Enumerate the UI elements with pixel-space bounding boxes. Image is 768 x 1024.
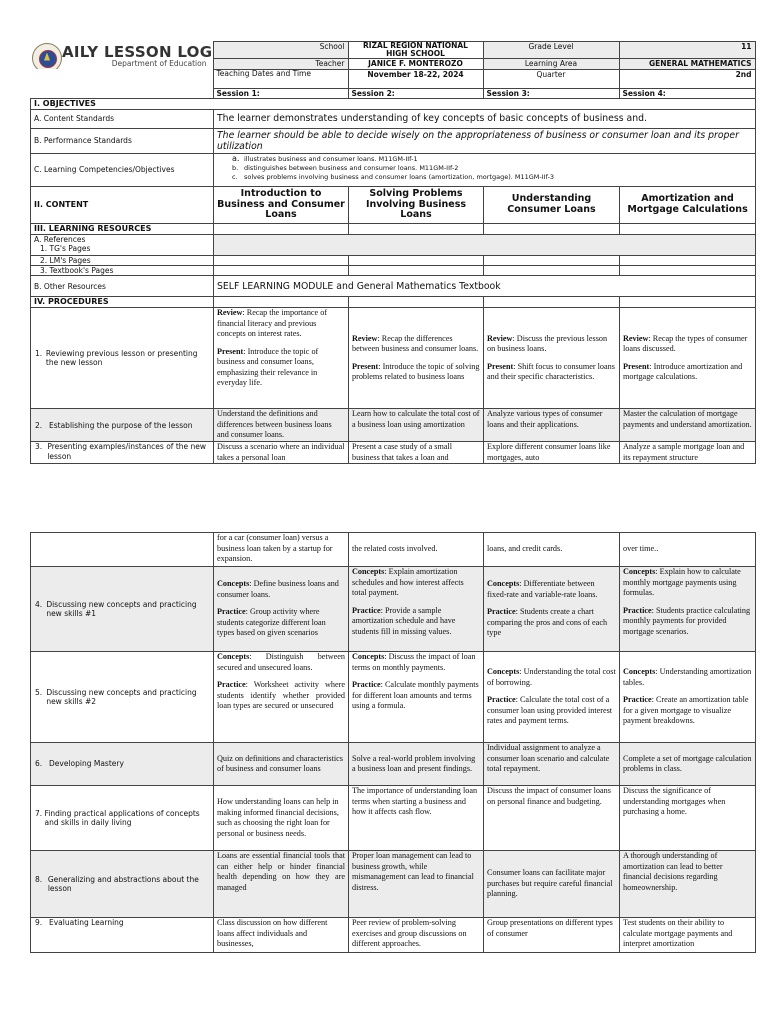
lm-pages-label: 2. LM's Pages xyxy=(31,255,214,265)
school-label: School xyxy=(213,42,348,59)
procedure-5-session-1: Concepts: Distinguish between secured and unsecured loans. Practice: Worksheet activity where students identify whether provided loan types are secured or unsecured xyxy=(214,652,349,743)
procedure-2-session-3: Analyze various types of consumer loans and their applications. xyxy=(484,409,620,442)
grade-value: 11 xyxy=(619,42,755,59)
session-2-header: Session 2: xyxy=(348,88,483,98)
procedure-1-session-1: Review: Recap the importance of financial literacy and previous concepts on interest rates. Present: Introduce the topic of business and consumer loans, emphasizing their relevance in everyday life. xyxy=(214,308,349,409)
tg-pages-label: 1. TG's Pages xyxy=(40,243,91,253)
procedure-3-session-4-cont: over time.. xyxy=(620,533,756,567)
procedure-6-label: 6. Developing Mastery xyxy=(31,743,214,786)
procedure-6-session-4: Complete a set of mortgage calculation problems in class. xyxy=(620,743,756,786)
quarter-label: Quarter xyxy=(483,69,619,88)
session-1-header: Session 1: xyxy=(213,88,348,98)
procedure-1-session-3: Review: Discuss the previous lesson on business loans. Present: Shift focus to consumer loans and their specific characteristics. xyxy=(484,308,620,409)
procedure-6-session-2: Solve a real-world problem involving a business loan and present findings. xyxy=(349,743,484,786)
procedures-heading: IV. PROCEDURES xyxy=(31,297,214,308)
procedure-2-session-2: Learn how to calculate the total cost of a business loan using amortization xyxy=(349,409,484,442)
procedure-3-session-3: Explore different consumer loans like mortgages, auto xyxy=(484,442,620,464)
dates-value: November 18-22, 2024 xyxy=(348,69,483,88)
other-resources-label: B. Other Resources xyxy=(31,276,214,297)
procedure-4-label: 4. Discussing new concepts and practicing new skills #1 xyxy=(31,567,214,652)
teacher-label: Teacher xyxy=(213,58,348,69)
session-4-header: Session 4: xyxy=(619,88,755,98)
procedure-4-session-3: Concepts: Differentiate between fixed-rate and variable-rate loans. Practice: Students create a chart comparing the pros and cons of each type xyxy=(484,567,620,652)
teacher-value: JANICE F. MONTEROZO xyxy=(348,58,483,69)
objectives-heading: I. OBJECTIVES xyxy=(31,99,756,110)
dates-label: Teaching Dates and Time xyxy=(213,69,348,88)
competency-a: a. illustrates business and consumer loans. M11GM-IIf-1 xyxy=(232,154,418,163)
procedure-8-label: 8. Generalizing and abstractions about the lesson xyxy=(31,851,214,918)
content-title-1: Introduction to Business and Consumer Loans xyxy=(214,187,349,224)
procedure-1-label: 1. Reviewing previous lesson or presenting the new lesson xyxy=(31,308,214,409)
procedure-3-session-2-cont: the related costs involved. xyxy=(349,533,484,567)
procedure-5-session-4: Concepts: Understanding amortization tables. Practice: Create an amortization table for a given mortgage to visualize payment breakdowns. xyxy=(620,652,756,743)
procedure-7-session-2: The importance of understanding loan terms when starting a business and how it affects cash flow. xyxy=(349,786,484,851)
school-value: RIZAL REGION NATIONAL HIGH SCHOOL xyxy=(348,42,483,59)
procedure-4-session-4: Concepts: Explain how to calculate monthly mortgage payments using formulas. Practice: Students practice calculating monthly payments for provided mortgage scenarios. xyxy=(620,567,756,652)
area-label: Learning Area xyxy=(483,58,619,69)
procedure-3-session-3-cont: loans, and credit cards. xyxy=(484,533,620,567)
procedure-9-session-2: Peer review of problem-solving exercises and group discussions on different approaches. xyxy=(349,918,484,953)
procedure-1-session-2: Review: Recap the differences between business and consumer loans. Present: Introduce the topic of solving problems related to business loans xyxy=(349,308,484,409)
procedure-7-session-3: Discuss the impact of consumer loans on personal finance and budgeting. xyxy=(484,786,620,851)
quarter-value: 2nd xyxy=(619,69,755,88)
content-title-2: Solving Problems Involving Business Loans xyxy=(349,187,484,224)
resources-heading: III. LEARNING RESOURCES xyxy=(31,224,214,235)
references-heading: A. References xyxy=(34,234,86,244)
procedure-4-session-1: Concepts: Define business loans and consumer loans. Practice: Group activity where students categorize different loan types based on given scenarios xyxy=(214,567,349,652)
procedure-5-session-3: Concepts: Understanding the total cost of borrowing. Practice: Calculate the total cost of a consumer loan using provided interest rates and payment terms. xyxy=(484,652,620,743)
procedure-3-session-4: Analyze a sample mortgage loan and its repayment structure xyxy=(620,442,756,464)
performance-standards-text: The learner should be able to decide wisely on the appropriateness of business or consumer loan and its proper utilization xyxy=(214,129,756,154)
procedure-1-session-4: Review: Recap the types of consumer loans discussed. Present: Introduce amortization and mortgage calculations. xyxy=(620,308,756,409)
procedure-3-session-1-cont: for a car (consumer loan) versus a business loan taken by a startup for expansion. xyxy=(214,533,349,567)
procedure-7-session-4: Discuss the significance of understanding mortgages when purchasing a home. xyxy=(620,786,756,851)
procedure-6-session-1: Quiz on definitions and characteristics of business and consumer loans xyxy=(214,743,349,786)
procedure-8-session-3: Consumer loans can facilitate major purchases but require careful financial planning. xyxy=(484,851,620,918)
procedure-6-session-3: Individual assignment to analyze a consumer loan scenario and calculate total repayment. xyxy=(484,743,620,786)
competencies-label: C. Learning Competencies/Objectives xyxy=(31,154,214,187)
procedure-2-session-4: Master the calculation of mortgage payments and understand amortization. xyxy=(620,409,756,442)
procedure-5-session-2: Concepts: Discuss the impact of loan terms on monthly payments. Practice: Calculate monthly payments for different loan amounts and terms using a formula. xyxy=(349,652,484,743)
content-standards-text: The learner demonstrates understanding of key concepts of basic concepts of business and. xyxy=(214,110,756,129)
content-title-3: Understanding Consumer Loans xyxy=(484,187,620,224)
procedure-2-session-1: Understand the definitions and differences between business loans and consumer loans. xyxy=(214,409,349,442)
procedure-4-session-2: Concepts: Explain amortization schedules and how interest affects total payment. Practice: Provide a sample amortization schedule and have students fill in missing values. xyxy=(349,567,484,652)
content-standards-label: A. Content Standards xyxy=(31,110,214,129)
content-title-4: Amortization and Mortgage Calculations xyxy=(620,187,756,224)
procedure-8-session-2: Proper loan management can lead to business growth, while mismanagement can lead to financial distress. xyxy=(349,851,484,918)
procedure-3-session-1: Discuss a scenario where an individual takes a personal loan xyxy=(214,442,349,464)
procedure-7-label: 7. Finding practical applications of concepts and skills in daily living xyxy=(31,786,214,851)
procedure-8-session-4: A thorough understanding of amortization can lead to better financial decisions regarding homeownership. xyxy=(620,851,756,918)
area-value: GENERAL MATHEMATICS xyxy=(619,58,755,69)
grade-label: Grade Level xyxy=(483,42,619,59)
procedure-3-session-2: Present a case study of a small business that takes a loan and xyxy=(349,442,484,464)
procedure-3-label: 3. Presenting examples/instances of the new lesson xyxy=(31,442,214,464)
competency-b: b. distinguishes between business and consumer loans. M11GM-IIf-2 xyxy=(232,164,459,173)
procedure-9-session-3: Group presentations on different types of consumer xyxy=(484,918,620,953)
dll-body-table-page2 xyxy=(30,532,756,953)
document-title: AILY LESSON LOG xyxy=(62,42,213,61)
other-resources-text: SELF LEARNING MODULE and General Mathematics Textbook xyxy=(214,276,756,297)
performance-standards-label: B. Performance Standards xyxy=(31,129,214,154)
procedure-9-session-4: Test students on their ability to calculate mortgage payments and interpret amortization xyxy=(620,918,756,953)
procedure-8-session-1: Loans are essential financial tools that can either help or hinder financial health depending on how they are managed xyxy=(214,851,349,918)
session-3-header: Session 3: xyxy=(483,88,619,98)
procedure-9-label: 9. Evaluating Learning xyxy=(31,918,214,953)
content-heading: II. CONTENT xyxy=(31,187,214,224)
procedure-7-session-1: How understanding loans can help in making informed financial decisions, such as choosing the right loan for personal or business needs. xyxy=(214,786,349,851)
procedure-9-session-1: Class discussion on how different loans affect individuals and businesses, xyxy=(214,918,349,953)
competency-c: c. solves problems involving business and consumer loans (amortization, mortgage). M11GM-IIf-3 xyxy=(232,172,554,181)
textbook-pages-label: 3. Textbook's Pages xyxy=(31,265,214,275)
procedure-5-label: 5. Discussing new concepts and practicing new skills #2 xyxy=(31,652,214,743)
department-name: Department of Education xyxy=(111,58,207,68)
procedure-2-label: 2. Establishing the purpose of the lesson xyxy=(31,409,214,442)
